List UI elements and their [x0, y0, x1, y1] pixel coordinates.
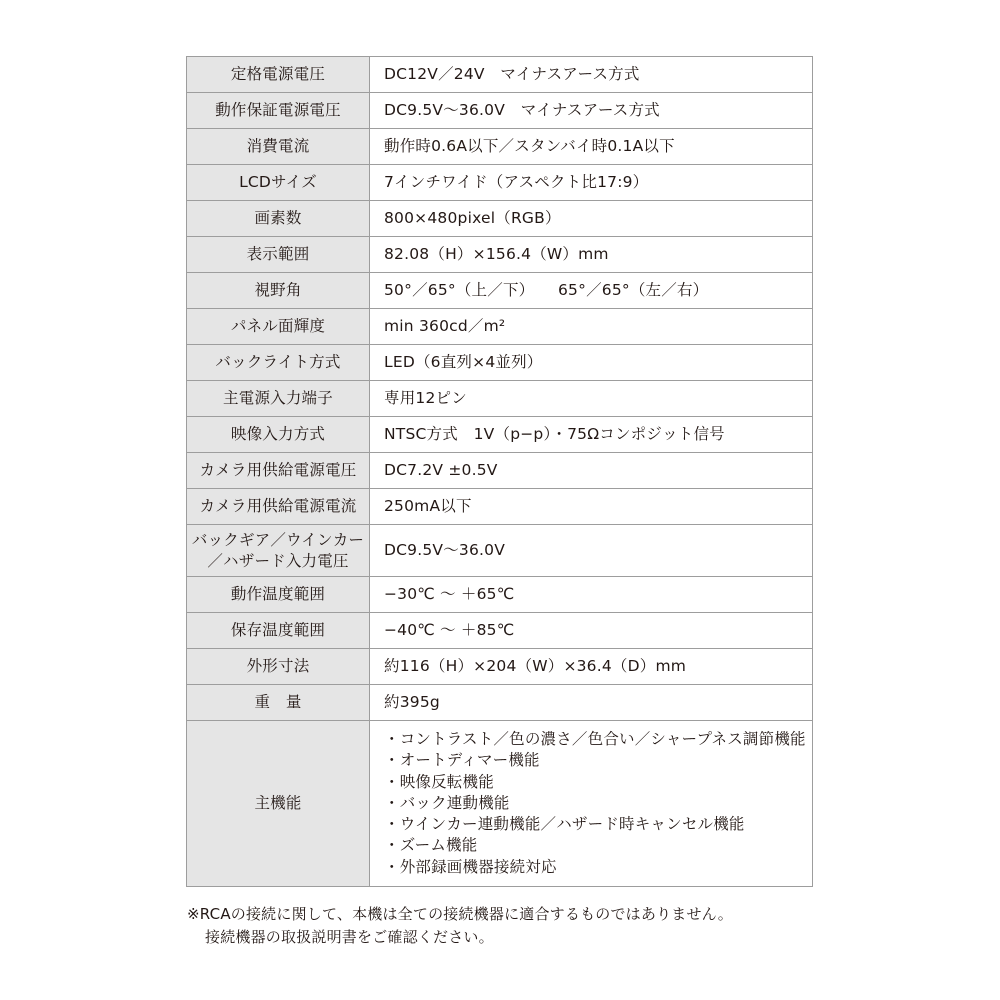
spec-label: LCDサイズ [187, 165, 370, 201]
spec-row-weight [187, 685, 813, 721]
spec-value: min 360cd／m² [370, 309, 813, 345]
spec-row-storage-temperature [187, 613, 813, 649]
spec-label: 動作温度範囲 [187, 577, 370, 613]
spec-row-dimensions [187, 649, 813, 685]
spec-row-rated-voltage [187, 57, 813, 93]
spec-label: 定格電源電圧 [187, 57, 370, 93]
footnote-line: 接続機器の取扱説明書をご確認ください。 [205, 928, 494, 946]
spec-label: カメラ用供給電源電流 [187, 489, 370, 525]
feature-item: ・ウインカー連動機能／ハザード時キャンセル機能 [384, 815, 745, 834]
spec-row-camera-current [187, 489, 813, 525]
spec-value: 800×480pixel（RGB） [370, 201, 813, 237]
spec-value: NTSC方式 1V（p−p）・75Ωコンポジット信号 [370, 417, 813, 453]
spec-row-power-terminal [187, 381, 813, 417]
spec-row-video-input [187, 417, 813, 453]
feature-item: ・オートディマー機能 [384, 751, 540, 770]
feature-item: ・外部録画機器接続対応 [384, 857, 557, 876]
spec-row-viewing-angle [187, 273, 813, 309]
spec-value: LED（6直列×4並列） [370, 345, 813, 381]
spec-label: 保存温度範囲 [187, 613, 370, 649]
spec-value: 250mA以下 [370, 489, 813, 525]
spec-label-line: バックギア／ウインカー [191, 530, 365, 549]
spec-value: DC9.5V～36.0V マイナスアース方式 [370, 93, 813, 129]
spec-label: 主電源入力端子 [187, 381, 370, 417]
spec-value: −30℃ ～ ＋65℃ [370, 577, 813, 613]
spec-value: DC12V／24V マイナスアース方式 [370, 57, 813, 93]
spec-table [186, 56, 813, 887]
spec-value: 動作時0.6A以下／スタンバイ時0.1A以下 [370, 129, 813, 165]
spec-label-line: ／ハザード入力電圧 [207, 551, 349, 570]
spec-label: 外形寸法 [187, 649, 370, 685]
spec-row-current-consumption [187, 129, 813, 165]
spec-row-main-functions [187, 721, 813, 887]
spec-value: 約116（H）×204（W）×36.4（D）mm [370, 649, 813, 685]
feature-item: ・映像反転機能 [384, 772, 494, 791]
spec-row-camera-voltage [187, 453, 813, 489]
footnote-line: ※RCAの接続に関して、本機は全ての接続機器に適合するものではありません。 [187, 905, 733, 923]
spec-row-signal-input-voltage [187, 525, 813, 577]
spec-row-backlight [187, 345, 813, 381]
spec-label: パネル面輝度 [187, 309, 370, 345]
spec-value [370, 721, 813, 887]
spec-row-panel-brightness [187, 309, 813, 345]
feature-item: ・ズーム機能 [384, 836, 478, 855]
spec-row-operating-temperature [187, 577, 813, 613]
spec-label: 動作保証電源電圧 [187, 93, 370, 129]
spec-label: 主機能 [187, 721, 370, 887]
spec-label: バックライト方式 [187, 345, 370, 381]
spec-value: 専用12ピン [370, 381, 813, 417]
spec-label: 消費電流 [187, 129, 370, 165]
spec-label: 表示範囲 [187, 237, 370, 273]
spec-label: 視野角 [187, 273, 370, 309]
spec-value: 約395g [370, 685, 813, 721]
feature-item: ・コントラスト／色の濃さ／色合い／シャープネス調節機能 [384, 729, 806, 748]
spec-row-guaranteed-voltage [187, 93, 813, 129]
spec-value: 50°／65°（上／下） 65°／65°（左／右） [370, 273, 813, 309]
spec-label: 映像入力方式 [187, 417, 370, 453]
spec-value: 82.08（H）×156.4（W）mm [370, 237, 813, 273]
footnote [187, 903, 887, 949]
spec-row-pixels [187, 201, 813, 237]
spec-label: 重 量 [187, 685, 370, 721]
feature-item: ・バック連動機能 [384, 793, 510, 812]
spec-value: DC9.5V～36.0V [370, 525, 813, 577]
feature-list [384, 729, 812, 878]
spec-label: カメラ用供給電源電圧 [187, 453, 370, 489]
spec-value: 7インチワイド（アスペクト比17:9） [370, 165, 813, 201]
spec-label: 画素数 [187, 201, 370, 237]
spec-value: DC7.2V ±0.5V [370, 453, 813, 489]
spec-row-lcd-size [187, 165, 813, 201]
spec-label [187, 525, 370, 577]
spec-row-display-area [187, 237, 813, 273]
spec-value: −40℃ ～ ＋85℃ [370, 613, 813, 649]
